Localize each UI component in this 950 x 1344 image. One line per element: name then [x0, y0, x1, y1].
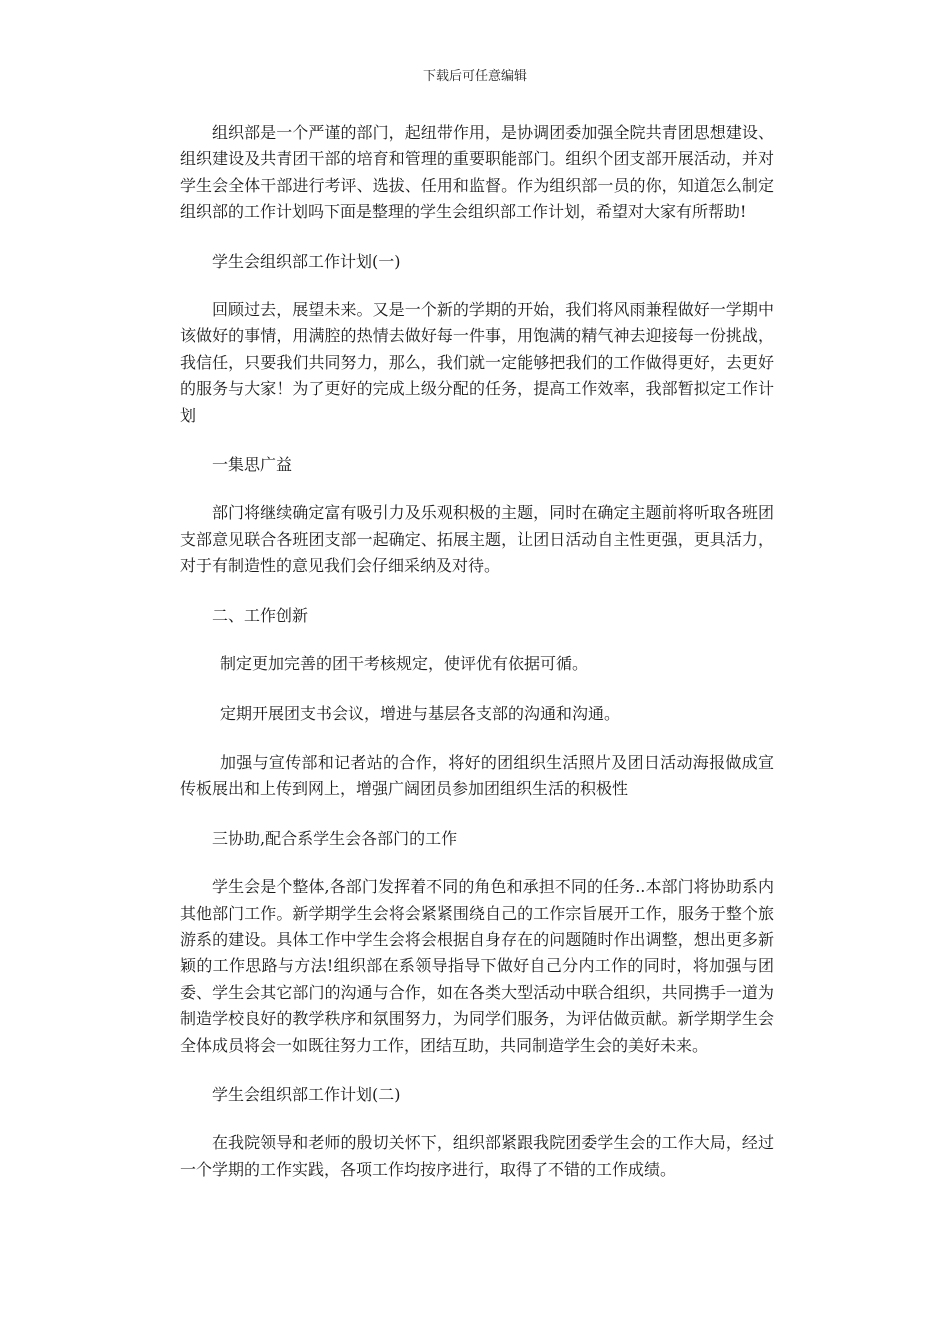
review-paragraph: 回顾过去，展望未来。又是一个新的学期的开始，我们将风雨兼程做好一学期中该做好的事情，用满腔的热情去做好每一件事，用饱满的精气神去迎接每一份挑战，我信任，只要我们共同努力，那么，我们就一定能够把我们的工作做得更好，去更好的服务与大家！为了更好的完成上级分配的任务，提高工作效率，我部暂拟定工作计划 [180, 300, 774, 425]
plan-two-paragraph: 在我院领导和老师的殷切关怀下，组织部紧跟我院团委学生会的工作大局，经过一个学期的工作实践，各项工作均按序进行，取得了不错的工作成绩。 [180, 1133, 774, 1179]
theme-paragraph: 部门将继续确定富有吸引力及乐观积极的主题，同时在确定主题前将听取各班团支部意见联合各班团支部一起确定、拓展主题，让团日活动自主性更强，更具活力，对于有制造性的意见我们会仔细采纳及对待。 [180, 503, 774, 576]
cooperation-paragraph: 学生会是个整体,各部门发挥着不同的角色和承担不同的任务..本部门将协助系内其他部门工作。新学期学生会将会紧紧围绕自己的工作宗旨展开工作，服务于整个旅游系的建设。具体工作中学生会将会根据自身存在的问题随时作出调整，想出更多新颖的工作思路与方法!组织部在系领导指导下做好自己分内工作的同时，将加强与团委、学生会其它部门的沟通与合作，如在各类大型活动中联合组织，共同携手一道为制造学校良好的教学秩序和氛围努力，为同学们服务，为评估做贡献。新学期学生会全体成员将会一如既往努力工作，团结互助，共同制造学生会的美好未来。 [180, 877, 774, 1055]
section-heading-plan-one: 学生会组织部工作计划(一) [212, 251, 401, 271]
intro-paragraph: 组织部是一个严谨的部门，起纽带作用，是协调团委加强全院共青团思想建设、组织建设及共青团干部的培育和管理的重要职能部门。组织个团支部开展活动，并对学生会全体干部进行考评、选拔、任用和监督。作为组织部一员的你，知道怎么制定组织部的工作计划吗下面是整理的学生会组织部工作计划，希望对大家有所帮助! [180, 123, 774, 222]
section-heading-cooperation: 三协助,配合系学生会各部门的工作 [212, 828, 458, 848]
section-heading-brainstorm: 一集思广益 [212, 455, 293, 475]
section-heading-plan-two: 学生会组织部工作计划(二) [212, 1084, 401, 1104]
list-item: 制定更加完善的团干考核规定，使评优有依据可循。 [220, 654, 589, 674]
document-body [180, 120, 774, 1206]
page-header: 下载后可任意编辑 [422, 69, 527, 84]
list-item: 加强与宣传部和记者站的合作，将好的团组织生活照片及团日活动海报做成宣传板展出和上传到网上，增强广阔团员参加团组织生活的积极性 [180, 752, 774, 799]
list-item: 定期开展团支书会议，增进与基层各支部的沟通和沟通。 [220, 703, 621, 723]
section-heading-innovation: 二、工作创新 [212, 605, 309, 625]
